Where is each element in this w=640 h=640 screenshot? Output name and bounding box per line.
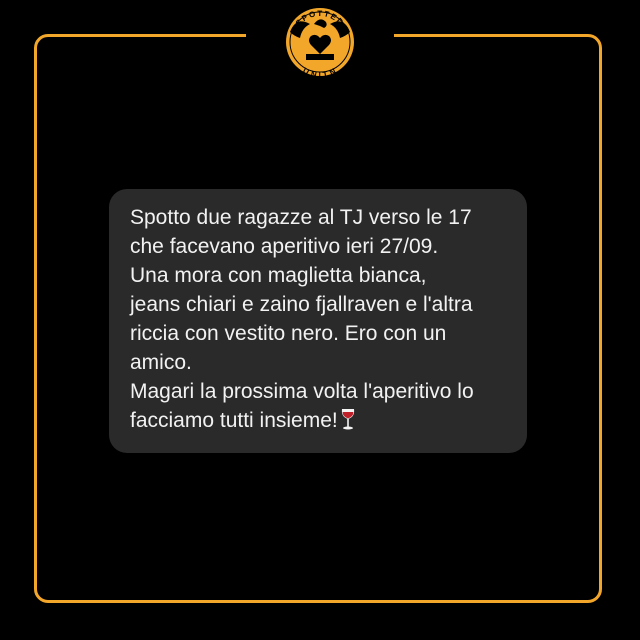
message-bubble [109,189,527,453]
message-line: amico. [130,351,192,374]
message-line: Una mora con maglietta bianca, [130,264,427,287]
logo-text-top: SPOTTED [293,8,347,28]
message-line: riccia con vestito nero. Ero con un [130,322,447,345]
spotted-unitn-logo [276,2,364,80]
message-line: facciamo tutti insieme! [130,409,338,432]
message-line: Magari la prossima volta l'aperitivo lo [130,380,474,403]
message-text [130,203,509,435]
message-line: jeans chiari e zaino fjallraven e l'altra [130,293,473,316]
logo-text-bottom: UNITN [301,65,339,80]
wine-glass-icon [340,407,356,431]
message-line: che facevano aperitivo ieri 27/09. [130,235,439,258]
message-line: Spotto due ragazze al TJ verso le 17 [130,206,472,229]
eagle-heart-logo-icon [276,2,364,80]
